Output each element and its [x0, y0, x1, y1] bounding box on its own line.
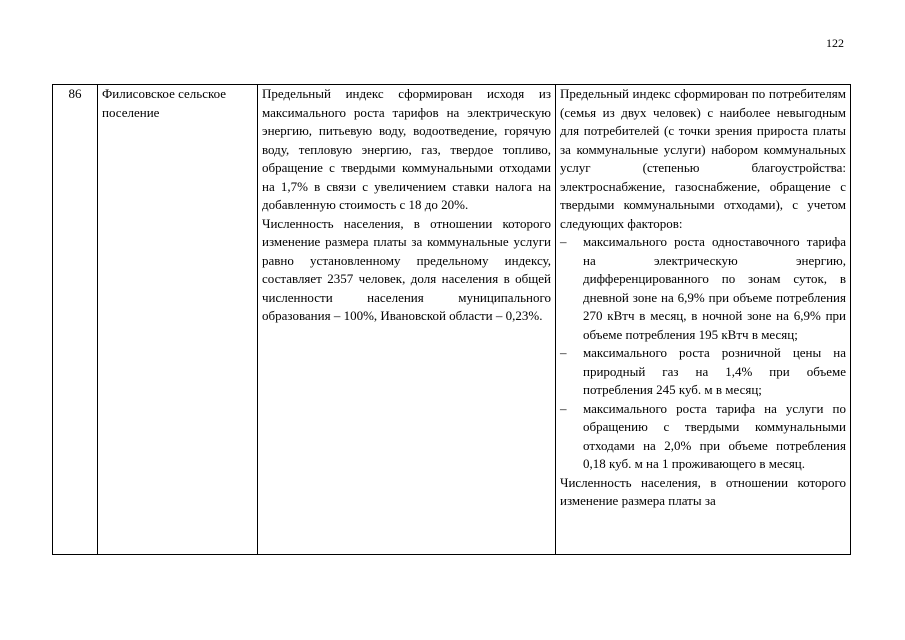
indices-table	[52, 84, 851, 555]
municipality-name-cell	[98, 85, 258, 555]
factor-waste: максимального роста тарифа на услуги по обращению с твердыми коммунальными отходами на 2,0% при объеме потребления 0,18 куб. м на 1 проживающего в месяц.	[583, 400, 846, 471]
list-item	[560, 400, 846, 474]
index-factors-cell	[556, 85, 851, 555]
factor-electricity: максимального роста одноставочного тарифа на электрическую энергию, дифференцированного по зонам суток, в дневной зоне на 6,9% при объеме потребления 270 кВтч в месяц, в ночной зоне на 6,9% при объеме потребления 195 кВтч в месяц;	[583, 234, 846, 342]
index-justification-cell	[258, 85, 556, 555]
list-dash: –	[560, 234, 567, 249]
municipality-name: Филисовское сельское поселение	[102, 86, 227, 120]
factors-outro-text: Численность населения, в отношении которого изменение размера платы за	[560, 474, 846, 508]
list-item	[560, 233, 846, 344]
list-dash: –	[560, 345, 567, 360]
page-number: 122	[826, 36, 844, 50]
factor-gas: максимального роста розничной цены на природный газ на 1,4% при объеме потребления 245 куб. м в месяц;	[583, 345, 846, 397]
list-dash: –	[560, 400, 567, 416]
row-number: 86	[68, 86, 82, 101]
row-number-cell	[53, 85, 98, 555]
factors-list	[560, 233, 846, 474]
factors-intro-text: Предельный индекс сформирован по потребителям (семья из двух человек) с наиболее невыгодным для потребителей (с точки зрения прироста платы за коммунальные услуги) набором коммунальных услуг (степенью благоустройства: электроснабжение, газоснабжение, обращение с твердыми коммунальными отходами), с учетом следующих факторов:	[560, 86, 846, 231]
list-item	[560, 344, 846, 400]
table-row	[53, 85, 851, 555]
index-justification-text: Предельный индекс сформирован исходя из максимального роста тарифов на электрическую энергию, питьевую воду, водоотведение, горячую воду, тепловую энергию, газ, твердое топливо, обращение с твердыми коммунальными отходами на 1,7% в связи с увеличением ставки налога на добавленную стоимость с 18 до 20%.	[262, 86, 551, 212]
population-share-text: Численность населения, в отношении которого изменение размера платы за коммунальные услуги равно установленному предельному индексу, составляет 2357 человек, доля населения в общей численности населения муниципального образования – 100%, Ивановской области – 0,23%.	[262, 215, 551, 323]
